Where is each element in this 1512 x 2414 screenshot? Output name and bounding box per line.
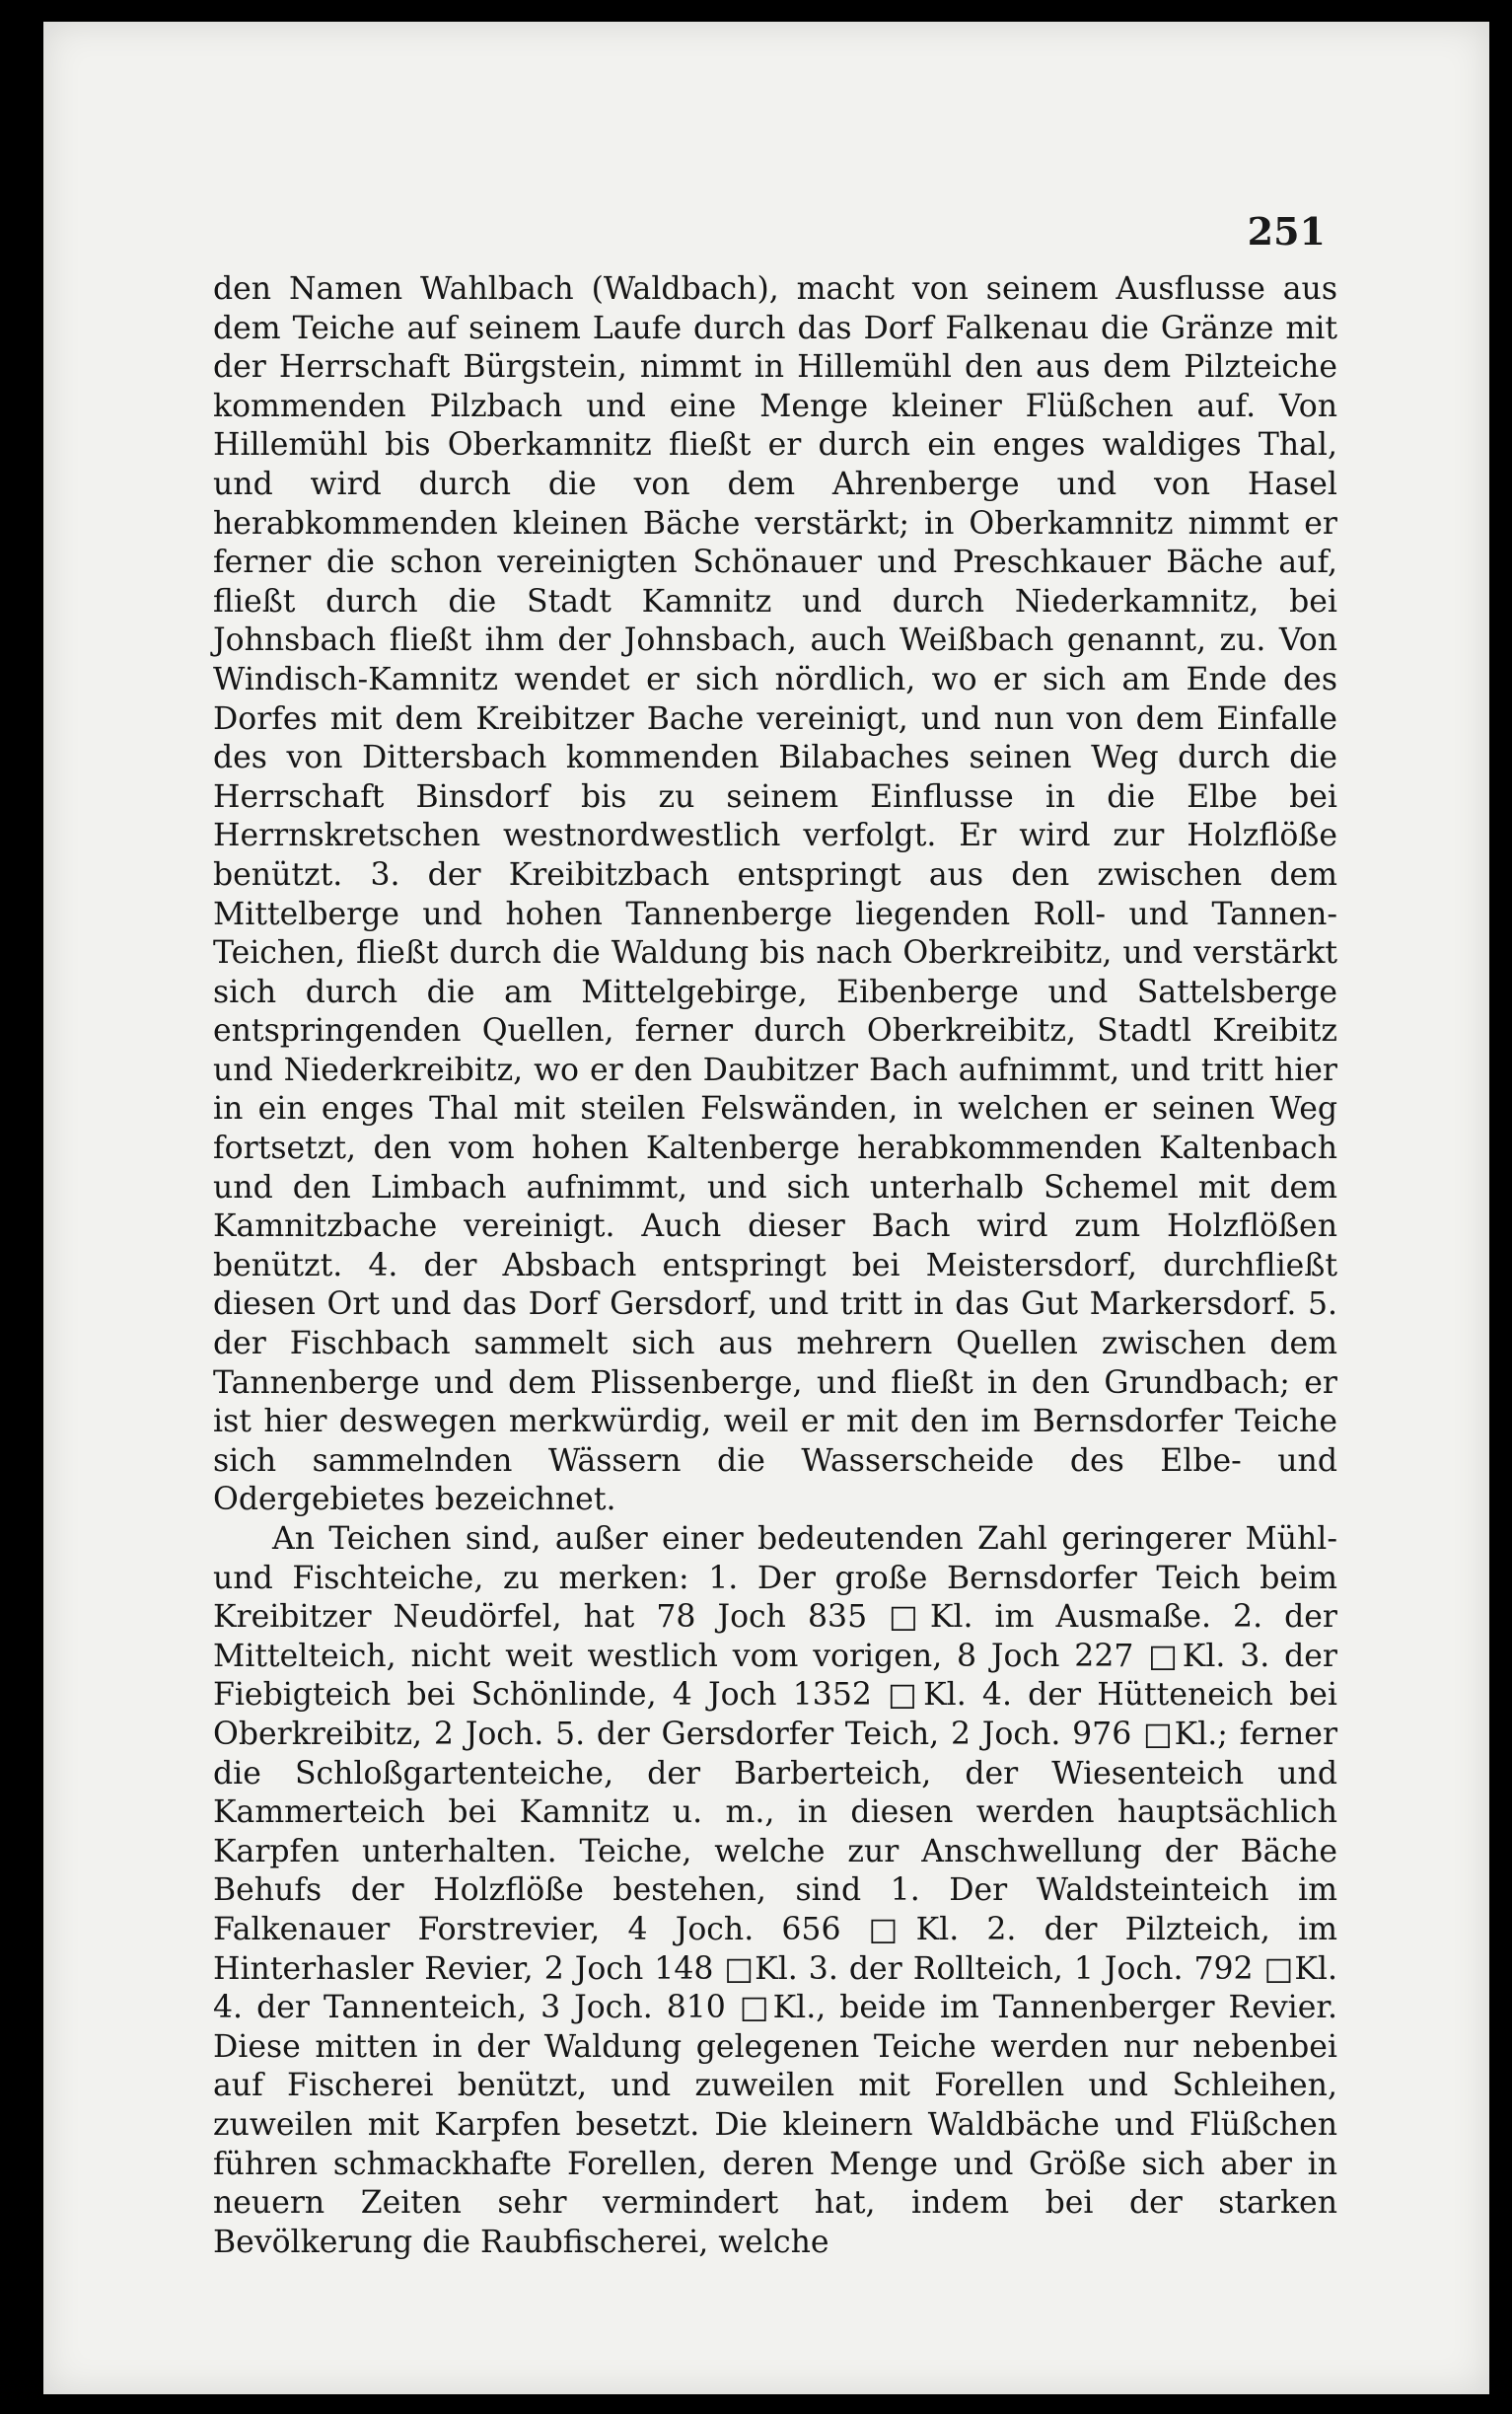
book-page bbox=[43, 22, 1489, 2394]
paragraph-ponds: An Teichen sind, außer einer bedeutenden Zahl geringerer Mühl- und Fischteiche, zu merken: 1. Der große Bernsdorfer Teich beim Kreibitzer Neudörfel, hat 78 Joch 835 □Kl. im Ausmaße. 2. der Mittelteich, nicht weit westlich vom vorigen, 8 Joch 227 □Kl. 3. der Fiebigteich bei Schönlinde, 4 Joch 1352 □Kl. 4. der Hütteneich bei Oberkreibitz, 2 Joch. 5. der Gersdorfer Teich, 2 Joch. 976 □Kl.; ferner die Schloßgartenteiche, der Barberteich, der Wiesenteich und Kammerteich bei Kamnitz u. m., in diesen werden hauptsächlich Karpfen unterhalten. Teiche, welche zur Anschwellung der Bäche Behufs der Holzflöße bestehen, sind 1. Der Waldsteinteich im Falkenauer Forstrevier, 4 Joch. 656 □Kl. 2. der Pilzteich, im Hinterhasler Revier, 2 Joch 148 □Kl. 3. der Rollteich, 1 Joch. 792 □Kl. 4. der Tannenteich, 3 Joch. 810 □Kl., beide im Tannenberger Revier. Diese mitten in der Waldung gelegenen Teiche werden nur nebenbei auf Fischerei benützt, und zuweilen mit Forellen und Schleihen, zuweilen mit Karpfen besetzt. Die kleinern Waldbäche und Flüßchen führen schmackhafte Forellen, deren Menge und Größe sich aber in neuern Zeiten sehr vermindert hat, indem bei der starken Bevölkerung die Raubfischerei, welche bbox=[213, 1521, 1337, 2260]
body-text bbox=[213, 270, 1337, 2262]
page-number: 251 bbox=[1247, 209, 1326, 254]
paragraph-rivers: den Namen Wahlbach (Waldbach), macht von seinem Ausflusse aus dem Teiche auf seinem Laufe durch das Dorf Falkenau die Gränze mit der Herrschaft Bürgstein, nimmt in Hillemühl den aus dem Pilzteiche kommenden Pilzbach und eine Menge kleiner Flüßchen auf. Von Hillemühl bis Oberkamnitz fließt er durch ein enges waldiges Thal, und wird durch die von dem Ahrenberge und von Hasel herabkommenden kleinen Bäche verstärkt; in Oberkamnitz nimmt er ferner die schon vereinigten Schönauer und Preschkauer Bäche auf, fließt durch die Stadt Kamnitz und durch Niederkamnitz, bei Johnsbach fließt ihm der Johnsbach, auch Weißbach genannt, zu. Von Windisch-Kamnitz wendet er sich nördlich, wo er sich am Ende des Dorfes mit dem Kreibitzer Bache vereinigt, und nun von dem Einfalle des von Dittersbach kommenden Bilabaches seinen Weg durch die Herrschaft Binsdorf bis zu seinem Einflusse in die Elbe bei Herrnskretschen westnordwestlich verfolgt. Er wird zur Holzflöße benützt. 3. der Kreibitzbach entspringt aus den zwischen dem Mittelberge und hohen Tannenberge liegenden Roll- und Tannen-Teichen, fließt durch die Waldung bis nach Oberkreibitz, und verstärkt sich durch die am Mittelgebirge, Eibenberge und Sattelsberge entspringenden Quellen, ferner durch Oberkreibitz, Stadtl Kreibitz und Niederkreibitz, wo er den Daubitzer Bach aufnimmt, und tritt hier in ein enges Thal mit steilen Felswänden, in welchen er seinen Weg fortsetzt, den vom hohen Kaltenberge herabkommenden Kaltenbach und den Limbach aufnimmt, und sich unterhalb Schemel mit dem Kamnitzbache vereinigt. Auch dieser Bach wird zum Holzflößen benützt. 4. der Absbach entspringt bei Meistersdorf, durchfließt diesen Ort und das Dorf Gersdorf, und tritt in das Gut Markersdorf. 5. der Fischbach sammelt sich aus mehrern Quellen zwischen dem Tannenberge und dem Plissenberge, und fließt in den Grundbach; er ist hier deswegen merkwürdig, weil er mit den im Bernsdorfer Teiche sich sammelnden Wässern die Wasserscheide des Elbe- und Odergebietes bezeichnet. bbox=[213, 271, 1337, 1518]
